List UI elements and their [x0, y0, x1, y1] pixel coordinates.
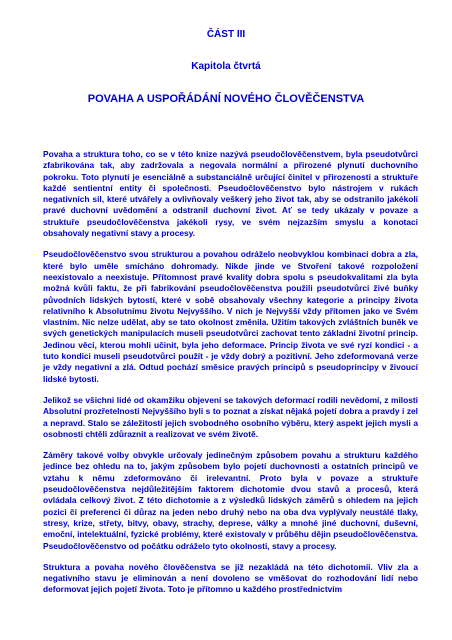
paragraph: Jelikož se všichni lidé od okamžiku objevení se takových deformací rodili nevědomí, z milosti Absolutní prozřetelnosti Nejvyššího byli s to poznat a získat nějaká pojetí dobra a pravdy i zel a nepravd. Stalo se záležitostí jejich svobodného osobního výběru, který aspekt jejich mysli a osobnosti chtěli zdůraznit a realizovat ve svém životě. — [43, 394, 418, 439]
chapter-title: POVAHA A USPOŘÁDÁNÍ NOVÉHO ČLOVĚČENSTVA — [87, 93, 365, 105]
paragraph: Záměry takové volby obvykle určovaly jedinečným způsobem povahu a strukturu každého jedince bez ohledu na to, jakým způsobem bylo pojetí duchovnosti a ostatních principů ve vztahu k němu zdeformováno či irelevantní. Proto byla v povaze a struktuře pseudočlověčenstva nejdůležitějším faktorem dichotomie dvou stavů a procesů, která ovládala celkový život. Z této dichotomie a z výsledků lidských záměrů s ohledem na jejich pozici či preferenci či důraz na jeden nebo druhý nebo na oba dva vyplývaly neustálé tlaky, stresy, krize, střety, bitvy, obavy, strachy, deprese, války a mnohé jiné duchovní, duševní, emoční, intelektuální, fyzické problémy, které existovaly v průběhu dějin pseudočlověčenstva. Pseudočlověčenstvo od počátku odráželo tyto okolnosti, stavy a procesy. — [43, 450, 418, 551]
paragraph: Pseudočlověčenstvo svou strukturou a povahou odráželo neobvyklou kombinaci dobra a zla, které bylo uměle smícháno dohromady. Nikde jinde ve Stvoření takové rozpoložení neexistovalo a neexistuje. Přítomnost pravé kvality dobra spolu s pseudokvalitami zla byla možná kvůli faktu, že při fabrikování pseudočlověčenstva použili pseudotvůrci živé buňky původních lidských bytostí, které v sobě obsahovaly všechny kategorie a principy života relativního k Absolutnímu životu Nejvyššího. V nich je Nejvyšší vždy přítomen jako ve Svém vlastním. Nic nelze udělat, aby se tato okolnost změnila. Užitím takových zvláštních buněk ve svých genetických manipulacích museli pseudotvůrci zachovat tento základní životní princip. Jedinou věcí, kterou mohli učinit, byla jeho deformace. Princip života ve své ryzí kondici - a tuto kondici museli pseudotvůrci použít - je vždy dobrý a pozitivní. Jeho zdeformovaná verze je vždy negativní a zlá. Odtud pochází směsice pravých principů s pseudoprincipy v živoucí lidské bytosti. — [43, 249, 418, 384]
chapter-heading: Kapitola čtvrtá — [191, 61, 261, 72]
paragraph: Struktura a povaha nového člověčenstva se již nezakládá na této dichotomii. Vliv zla a negativního stavu je eliminován a není dovoleno se vměšovat do rozhodování lidí nebo deformovat jejich pojetí života. Toto je přítomno u každého prostřednictvím — [43, 561, 418, 595]
paragraph: Povaha a struktura toho, co se v této knize nazývá pseudočlověčenstvem, byla pseudotvůrci zfabrikována tak, aby zadržovala a negovala normální a přirozené plynutí duchovního pokroku. Toto plynutí je esenciálně a substanciálně určující činitel v přirozenosti a struktuře každé sentientní entity či společnosti. Pseudočlověčenstvo bylo nástrojem v rukách negativních sil, které utvářely a ovlivňovaly veškerý jeho život tak, aby se odstranilo jakékoli pravé duchovní uvědomění a odstranil duchovní život. Ať se tedy ukázaly v povaze a struktuře pseudočlověčenstva jakékoli rysy, ve svém nejzazším smyslu a konotaci obsahovaly negativní stavy a procesy. — [43, 149, 418, 239]
part-heading: ČÁST III — [206, 29, 246, 40]
body-text — [43, 149, 418, 606]
